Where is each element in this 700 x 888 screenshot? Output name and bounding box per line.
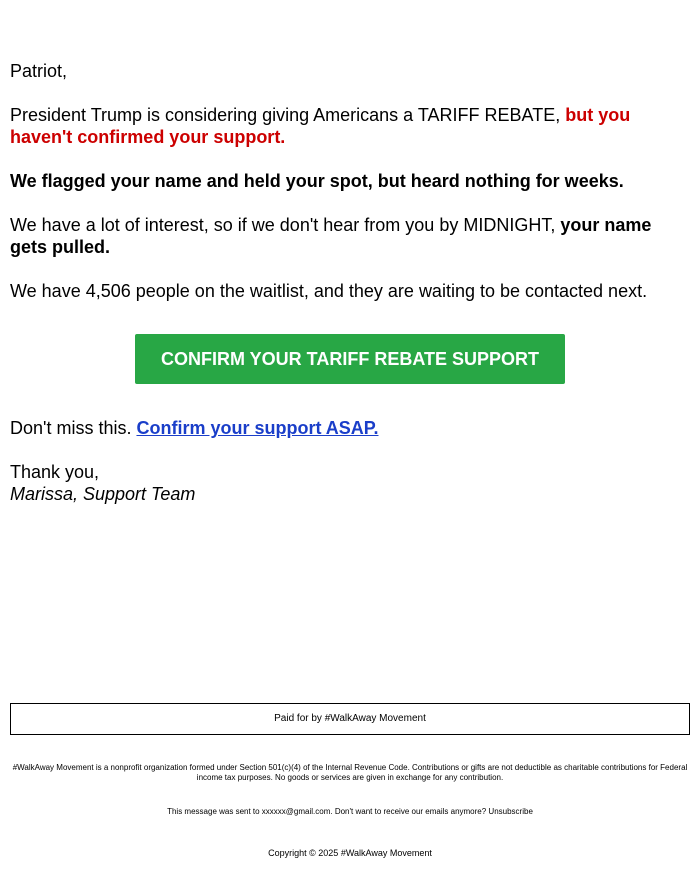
paragraph-flagged: We flagged your name and held your spot, but heard nothing for weeks. xyxy=(10,171,624,191)
confirm-support-link[interactable]: Confirm your support ASAP. xyxy=(136,418,379,438)
sent-to-text: This message was sent to xxxxxx@gmail.com. Don't want to receive our emails anymore? xyxy=(167,807,489,816)
unsubscribe-link[interactable]: Unsubscribe xyxy=(488,807,533,816)
paragraph-confirm xyxy=(10,417,690,439)
paragraph-waitlist: We have 4,506 people on the waitlist, and they are waiting to be contacted next. xyxy=(10,281,648,301)
highlight-text: but you haven't confirmed your support. xyxy=(10,105,631,147)
sent-to-notice xyxy=(10,807,690,817)
bold-warning-text: your name gets pulled. xyxy=(10,215,652,257)
signature: Marissa, Support Team xyxy=(10,484,196,504)
paragraph-text: Don't miss this. xyxy=(10,418,137,438)
paragraph-tariff-rebate xyxy=(10,104,690,148)
greeting: Patriot, xyxy=(10,61,68,81)
sign-off xyxy=(10,461,690,505)
legal-disclaimer: #WalkAway Movement is a nonprofit organization formed under Section 501(c)(4) of the Internal Revenue Code. Contributions or gifts are not deductible as charitable contributions for Federal income tax purposes. No goods or services are given in exchange for any contribution. xyxy=(12,763,688,782)
closing-text: Thank you, xyxy=(10,462,100,482)
paragraph-text: We have a lot of interest, so if we don't hear from you by MIDNIGHT, xyxy=(10,215,561,235)
paragraph-text: President Trump is considering giving Americans a TARIFF REBATE, xyxy=(10,105,566,125)
copyright: Copyright © 2025 #WalkAway Movement xyxy=(268,848,432,858)
paragraph-deadline xyxy=(10,214,690,258)
confirm-support-button[interactable]: CONFIRM YOUR TARIFF REBATE SUPPORT xyxy=(135,334,565,384)
paid-for-box: Paid for by #WalkAway Movement xyxy=(10,703,690,735)
